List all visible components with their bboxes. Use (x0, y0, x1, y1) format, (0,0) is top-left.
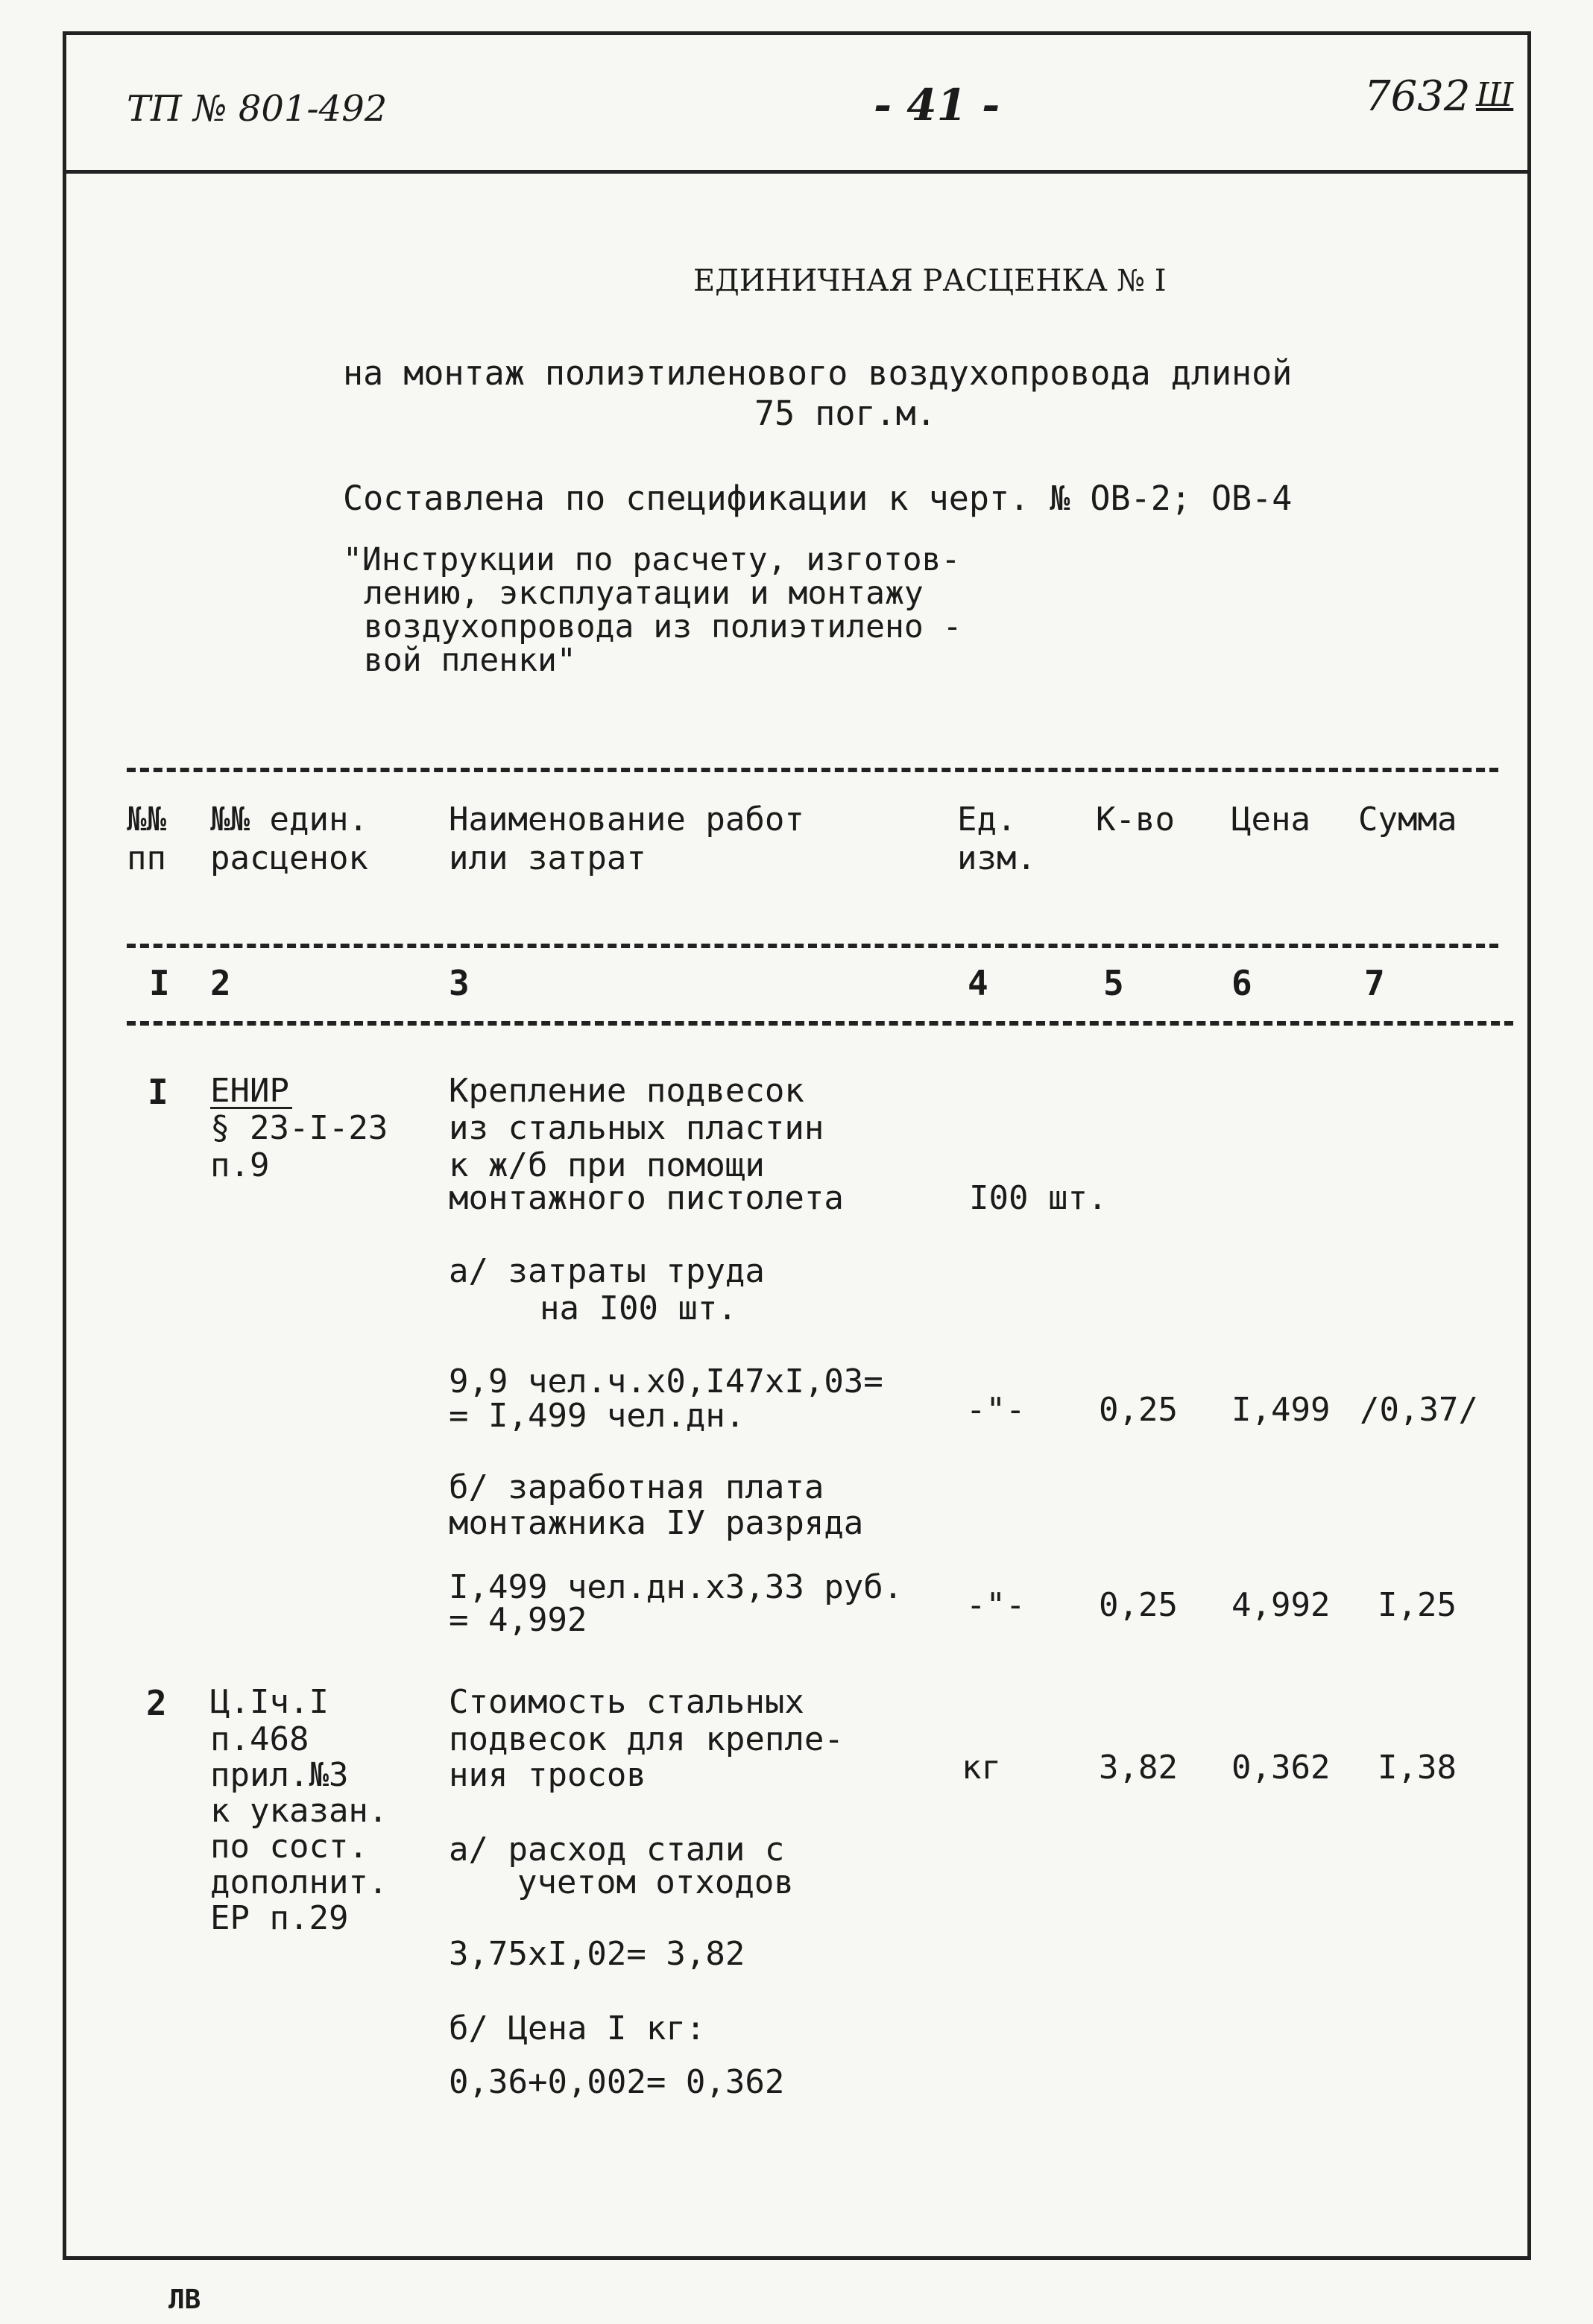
header-col2-line1: №№ един. (210, 801, 368, 839)
row2-number: 2 (146, 1683, 167, 1723)
row1-ref-3: п.9 (210, 1146, 270, 1184)
row1-wage-label-2: монтажника IУ разряда (449, 1504, 864, 1542)
column-number-1: I (149, 963, 170, 1003)
row1-ref-2: § 23-I-23 (210, 1109, 388, 1147)
row2-price-label: б/ Цена I кг: (449, 2009, 706, 2047)
row1-labor-label: а/ затраты труда (449, 1252, 765, 1290)
row1-labor-unit: -"- (966, 1391, 1026, 1429)
row1-labor-calc-2: = I,499 чел.дн. (449, 1397, 745, 1435)
header-col1-line2: пп (127, 839, 166, 877)
title-line-2: 75 пог.м. (754, 394, 936, 433)
row1-labor-sum: /0,37/ (1360, 1391, 1478, 1429)
column-number-3: 3 (449, 963, 470, 1003)
column-number-4: 4 (968, 963, 988, 1003)
archive-stamp (1364, 72, 1514, 121)
row1-wage-calc-1: I,499 чел.дн.х3,33 руб. (449, 1568, 903, 1606)
header-col7: Сумма (1358, 801, 1457, 839)
instruction-line-1: "Инструкции по расчету, изготов- (343, 541, 961, 578)
title-line-1: на монтаж полиэтиленового воздухопровода длиной (343, 353, 1293, 393)
row2-price: 0,362 (1231, 1749, 1331, 1787)
footer-initials: ЛВ (168, 2284, 201, 2315)
stamp-number: 7632 (1364, 72, 1471, 121)
header-col2-line2: расценок (210, 839, 368, 877)
row1-labor-calc-1: 9,9 чел.ч.х0,I47хI,03= (449, 1362, 883, 1401)
column-number-7: 7 (1364, 963, 1385, 1003)
row2-ref-4: к указан. (210, 1792, 388, 1830)
page-number: - 41 - (874, 80, 1000, 130)
row2-ref-6: дополнит. (210, 1863, 388, 1901)
column-number-6: 6 (1231, 963, 1252, 1003)
document-heading: ЕДИНИЧНАЯ РАСЦЕНКА № I (693, 264, 1167, 298)
header-col3-line2: или затрат (449, 839, 646, 877)
row2-name-3: ния тросов (449, 1756, 646, 1794)
row1-labor-label-2: на I00 шт. (540, 1289, 737, 1327)
instruction-line-4: вой пленки" (364, 642, 576, 679)
row1-wage-price: 4,992 (1231, 1586, 1331, 1624)
header-rule (63, 170, 1531, 174)
row1-labor-qty: 0,25 (1099, 1391, 1178, 1429)
row1-labor-price: I,499 (1231, 1391, 1331, 1429)
row1-wage-label: б/ заработная плата (449, 1468, 824, 1506)
table-rule-bottom (127, 1021, 1513, 1026)
row2-price-calc: 0,36+0,002= 0,362 (449, 2063, 785, 2101)
row1-ref-1: ЕНИР (210, 1072, 289, 1110)
row2-ref-2: п.468 (210, 1720, 309, 1758)
header-col3-line1: Наименование работ (449, 801, 804, 839)
row1-number: I (148, 1072, 168, 1112)
instruction-line-3: воздухопровода из полиэтилено - (364, 608, 962, 645)
instruction-line-2: лению, эксплуатации и монтажу (364, 575, 924, 612)
header-col4-line2: изм. (957, 839, 1036, 877)
row1-name-4: монтажного пистолета (449, 1179, 844, 1217)
row1-wage-qty: 0,25 (1099, 1586, 1178, 1624)
header-col5: К-во (1096, 801, 1175, 839)
table-rule-top (127, 768, 1498, 772)
row1-name-2: из стальных пластин (449, 1109, 824, 1147)
row1-wage-sum: I,25 (1378, 1586, 1457, 1624)
table-rule-middle (127, 944, 1498, 948)
row2-steel-calc: 3,75хI,02= 3,82 (449, 1935, 745, 1973)
row2-unit: кг (962, 1749, 1001, 1787)
row2-qty: 3,82 (1099, 1749, 1178, 1787)
row2-name-2: подвесок для крепле- (449, 1720, 844, 1758)
compiled-by: Составлена по спецификации к черт. № ОВ-2; ОВ-4 (343, 479, 1293, 518)
document-code: ТП № 801-492 (127, 88, 388, 130)
row1-name-1: Крепление подвесок (449, 1072, 804, 1110)
row2-steel-label-2: учетом отходов (517, 1863, 794, 1901)
row2-ref-3: прил.№3 (210, 1756, 349, 1794)
header-col4-line1: Ед. (957, 801, 1017, 839)
header-col1-line1: №№ (127, 801, 166, 839)
row1-wage-unit: -"- (966, 1586, 1026, 1624)
row1-unit: I00 шт. (969, 1179, 1108, 1217)
column-number-2: 2 (210, 963, 231, 1003)
header-col6: Цена (1231, 801, 1310, 839)
row1-name-3: к ж/б при помощи (449, 1146, 765, 1184)
row2-ref-5: по сост. (210, 1828, 368, 1866)
row1-wage-calc-2: = 4,992 (449, 1601, 587, 1639)
row2-sum: I,38 (1378, 1749, 1457, 1787)
row2-ref-7: ЕР п.29 (210, 1899, 349, 1937)
stamp-series: Ш (1476, 76, 1514, 114)
row2-ref-1: Ц.Iч.I (210, 1683, 329, 1721)
row2-steel-label: а/ расход стали с (449, 1831, 785, 1869)
column-number-5: 5 (1103, 963, 1124, 1003)
row2-name-1: Стоимость стальных (449, 1683, 804, 1721)
